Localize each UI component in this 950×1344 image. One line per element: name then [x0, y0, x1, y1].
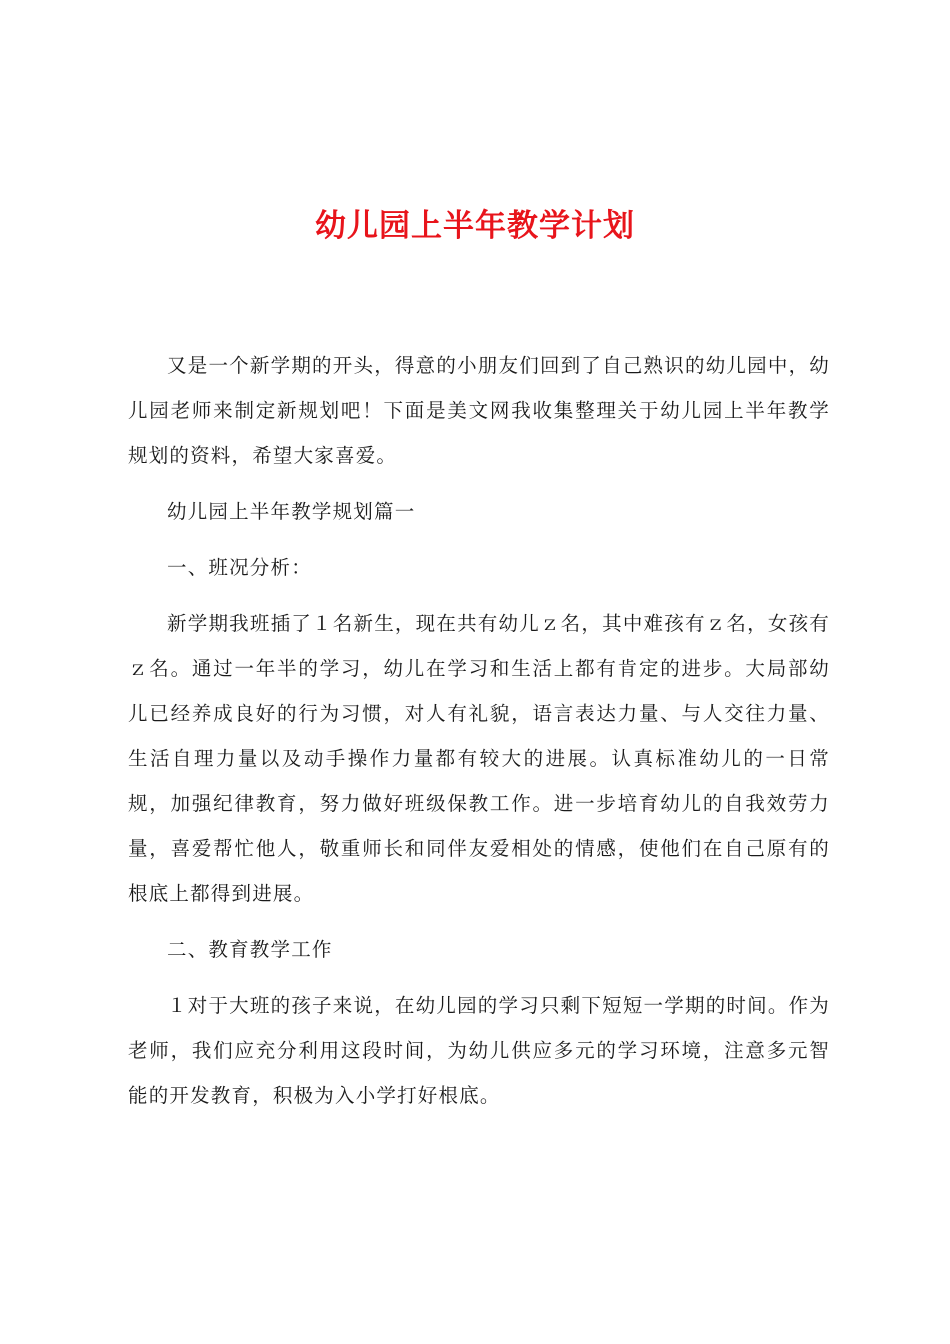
teaching-work-paragraph: １对于大班的孩子来说，在幼儿园的学习只剩下短短一学期的时间。作为老师，我们应充分利用这段时间，为幼儿供应多元的学习环境，注意多元智能的开发教育，积极为入小学打好根底。	[128, 994, 830, 1107]
section-heading-teaching-work: 二、教育教学工作	[167, 938, 333, 961]
intro-paragraph: 又是一个新学期的开头，得意的小朋友们回到了自己熟识的幼儿园中，幼儿园老师来制定新规划吧！下面是美文网我收集整理关于幼儿园上半年教学规划的资料，希望大家喜爱。	[128, 354, 830, 467]
document-body	[128, 343, 830, 1129]
section-heading-plan-one: 幼儿园上半年教学规划篇一	[167, 500, 416, 523]
class-analysis-paragraph: 新学期我班插了１名新生，现在共有幼儿ｚ名，其中难孩有ｚ名，女孩有ｚ名。通过一年半的学习，幼儿在学习和生活上都有肯定的进步。大局部幼儿已经养成良好的行为习惯，对人有礼貌，语言表达力量、与人交往力量、生活自理力量以及动手操作力量都有较大的进展。认真标准幼儿的一日常规，加强纪律教育，努力做好班级保教工作。进一步培育幼儿的自我效劳力量，喜爱帮忙他人，敬重师长和同伴友爱相处的情感，使他们在自己原有的根底上都得到进展。	[128, 612, 830, 905]
document-title: 幼儿园上半年教学计划	[315, 208, 635, 244]
section-heading-class-analysis: 一、班况分析：	[167, 556, 312, 579]
